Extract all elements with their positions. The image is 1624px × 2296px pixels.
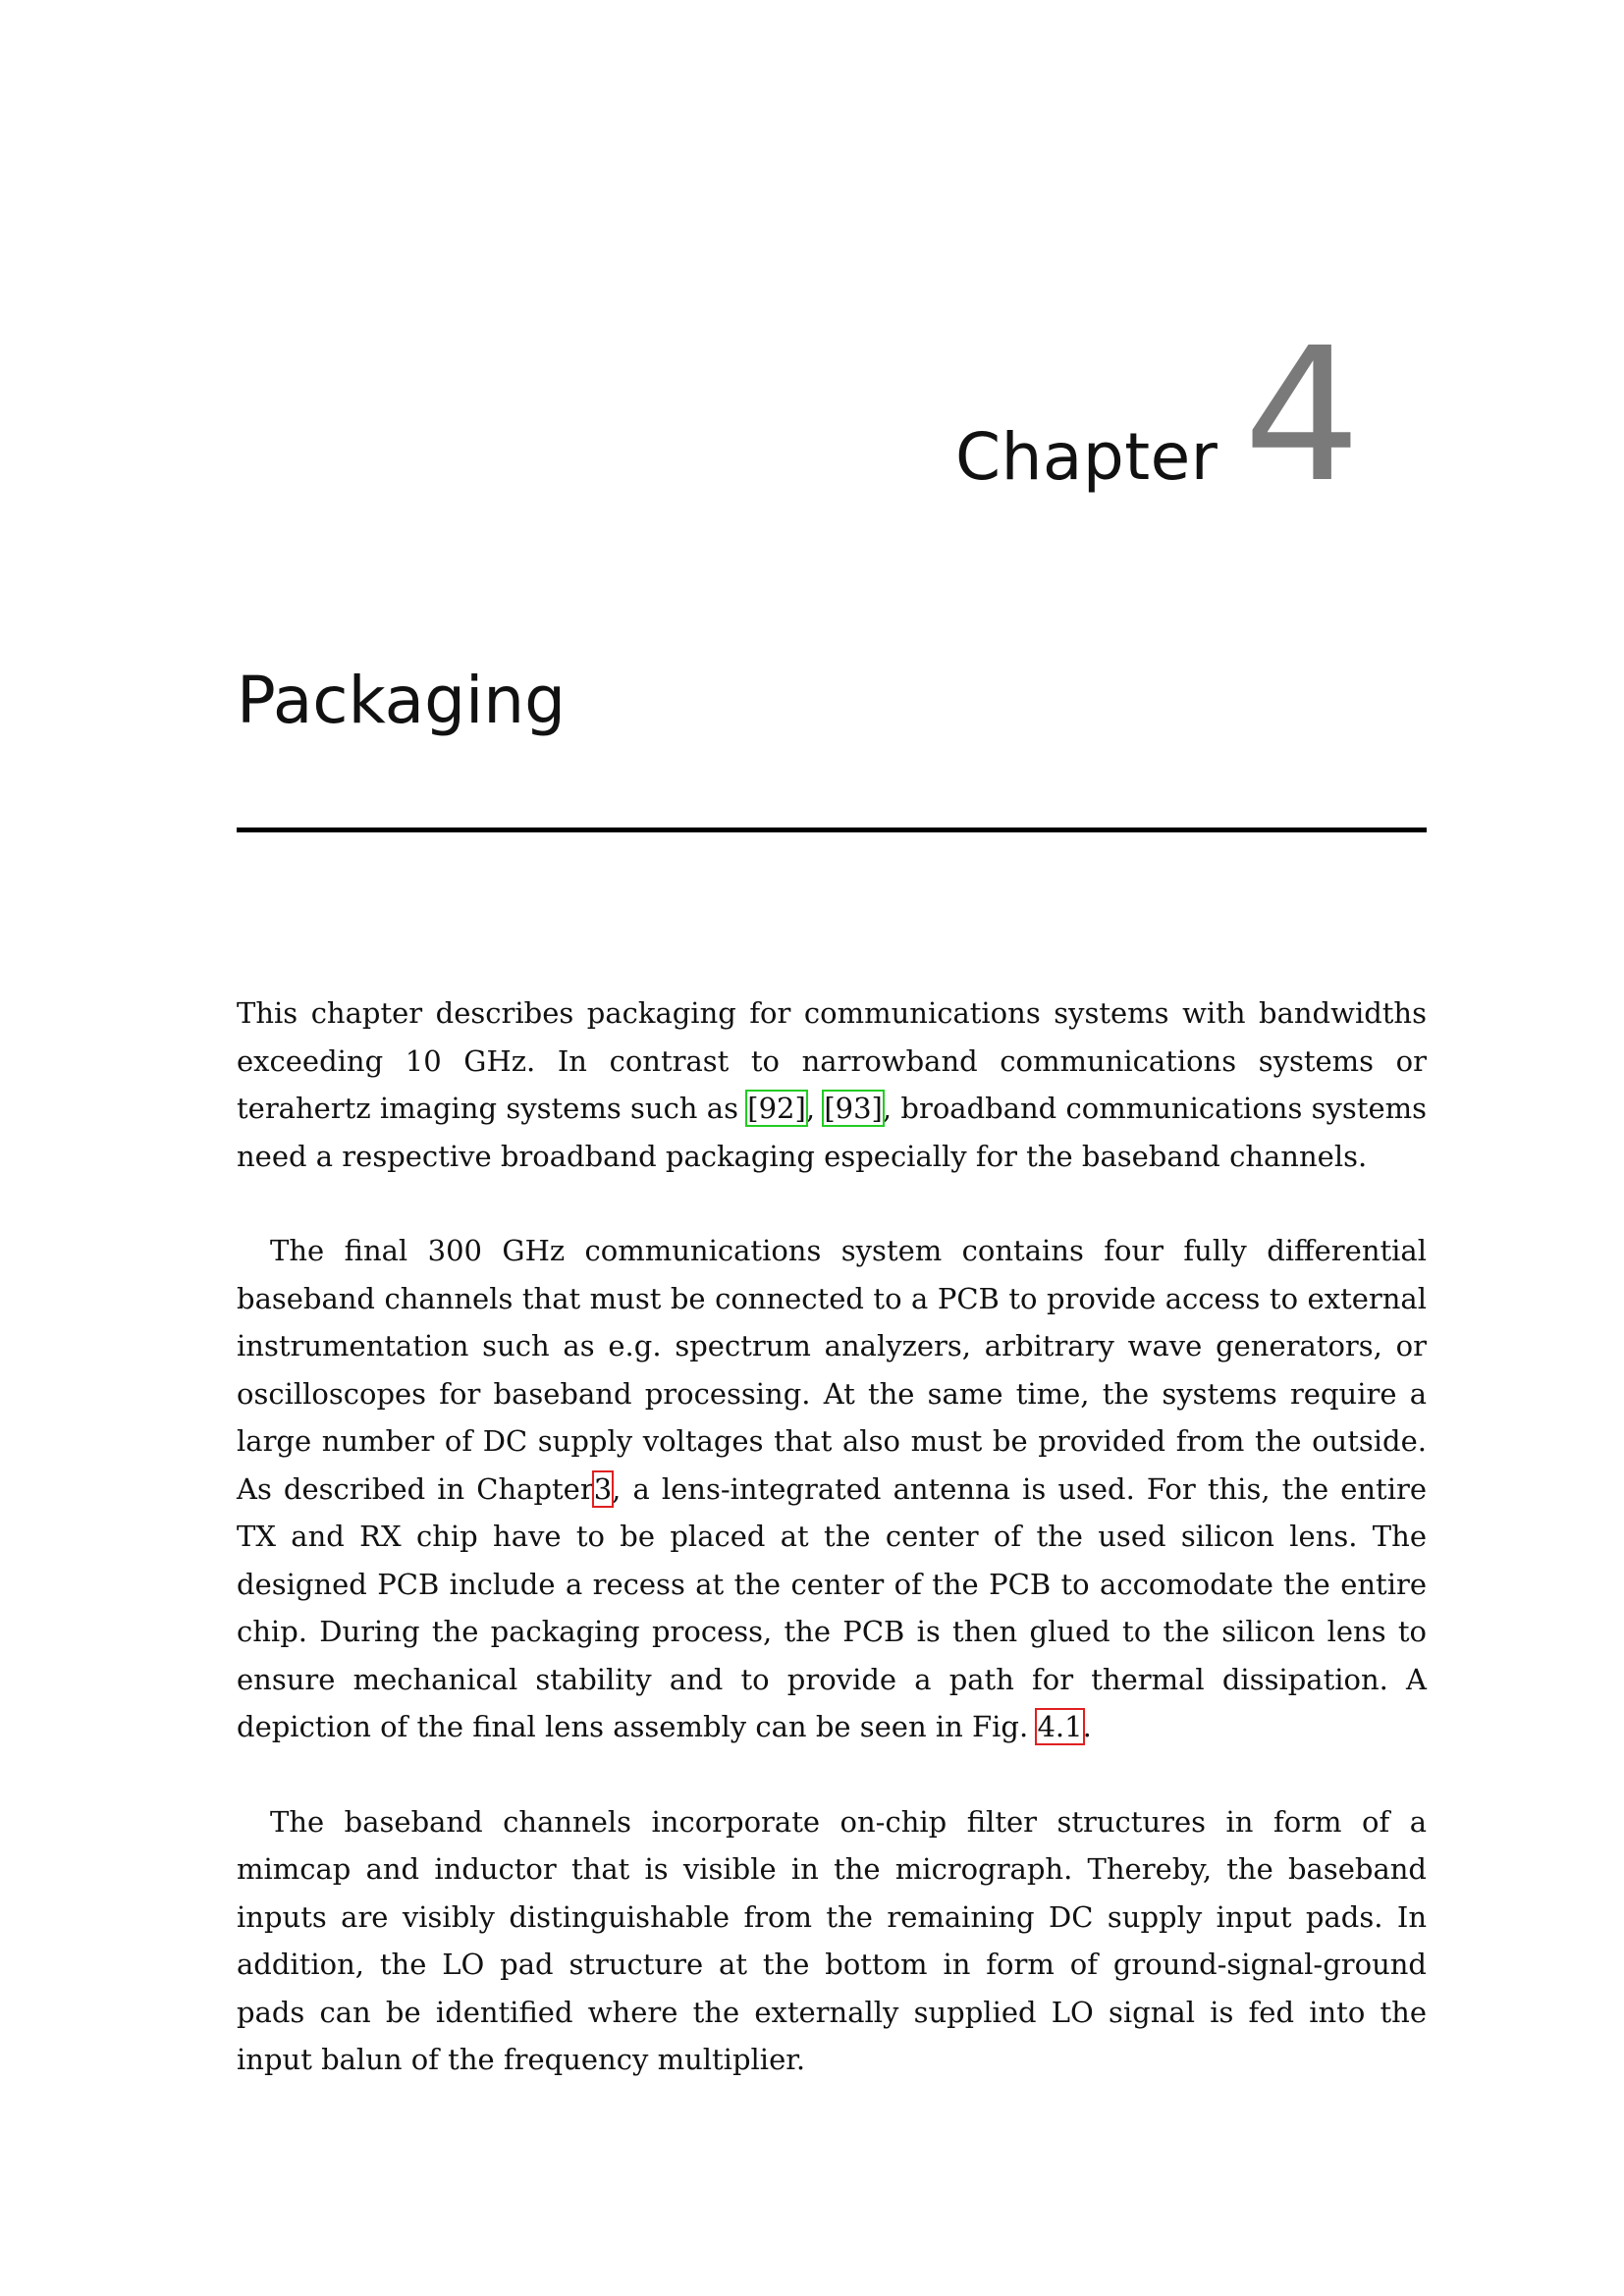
paragraph-baseband: The baseband channels incorporate on-chip filter structures in form of a mimcap and inductor that is visible in the micrograph. Thereby, the baseband inputs are visibly distinguishable from the remaining DC supply input pads. In addition, the LO pad structure at the bottom in form of ground-signal-ground pads can be identified where the externally supplied LO signal is fed into the input balun of the frequency multiplier.: [237, 1804, 1427, 2076]
paragraph-system: [237, 1227, 1427, 1751]
paragraph-intro: [237, 989, 1427, 1180]
citation-link-93[interactable]: [93]: [824, 1092, 883, 1125]
figure-reference-link[interactable]: 4.1: [1037, 1710, 1083, 1743]
chapter-number: 4: [1243, 308, 1361, 523]
paragraph-text: .: [1082, 1710, 1092, 1743]
chapter-word: Chapter: [955, 419, 1218, 495]
chapter-title: Packaging: [237, 663, 567, 738]
paragraph-text: ,: [805, 1092, 825, 1125]
paragraph-text: , broadband communications systems need a respective broadband packaging especially for the baseband channels.: [237, 1092, 1427, 1173]
paragraph-text: , a lens-integrated antenna is used. For this, the entire TX and RX chip have to be placed at the center of the used silicon lens. The designed PCB include a recess at the center of the PCB to accomodate the entire chip. During the packaging process, the PCB is then glued to the silicon lens to ensure mechanical stability and to provide a path for thermal dissipation. A depiction of the final lens assembly can be seen in Fig.: [237, 1471, 1427, 1743]
paragraph-text: This chapter describes packaging for communications systems with bandwidths exceeding 10 GHz. In contrast to narrowband communications systems or terahertz imaging systems such as: [237, 996, 1427, 1125]
chapter-heading: [955, 308, 1361, 523]
paragraph-text: The final 300 GHz communications system contains four fully differential baseband channels that must be connected to a PCB to provide access to external instrumentation such as e.g. spectrum analyzers, arbitrary wave generators, or oscilloscopes for baseband processing. At the same time, the systems require a large number of DC supply voltages that also must be provided from the outside. As described in Chapter: [237, 1234, 1427, 1506]
chapter-body: [237, 989, 1427, 2131]
citation-link-92[interactable]: [92]: [747, 1092, 806, 1125]
chapter-reference-link[interactable]: 3: [593, 1471, 613, 1506]
title-rule: [237, 828, 1427, 832]
